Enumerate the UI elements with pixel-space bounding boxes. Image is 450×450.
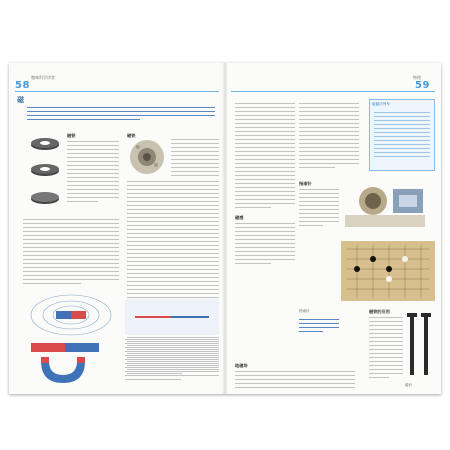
right-paragraph-7: [369, 317, 403, 381]
right-header: 物理: [413, 75, 421, 80]
subheading-magnet-1: 磁铁: [67, 133, 76, 138]
magnet-paragraph-5: [125, 339, 219, 383]
sidebar-box: [369, 99, 435, 171]
ring-magnets-illustration: [23, 133, 67, 213]
left-page: [9, 63, 225, 394]
left-page-number: 58: [15, 80, 30, 91]
magnetic-field-diagram: [21, 285, 121, 389]
left-header-rule: [15, 91, 219, 92]
right-paragraph-5: [299, 319, 339, 335]
subheading-magnet-2: 磁铁: [127, 133, 136, 138]
magnet-paragraph-4: [23, 219, 119, 287]
caption-compass: 指南针: [299, 309, 310, 313]
right-paragraph-1: [235, 103, 295, 211]
right-page-number: 59: [415, 80, 430, 91]
right-paragraph-6: [235, 371, 355, 391]
subheading-right-3: 地磁场: [235, 363, 248, 368]
right-page: [225, 63, 441, 394]
magnet-paragraph-2: [171, 139, 219, 179]
magnet-paragraph-1: [67, 141, 119, 205]
go-board-photo: [341, 241, 435, 301]
right-paragraph-3: [299, 103, 359, 171]
caption-needle: 磁针: [405, 383, 413, 387]
subheading-right-2: 指南针: [299, 181, 312, 186]
compass-needle-diagram: [125, 299, 219, 335]
right-paragraph-4: [299, 189, 339, 229]
electromagnet-illustration: [343, 175, 437, 237]
book-spread: [9, 63, 441, 394]
sidebar-title: 磁悬浮列车: [372, 102, 390, 106]
subheading-right-1: 磁感: [235, 215, 244, 220]
left-header: 趣味科学讲堂: [31, 75, 55, 80]
subheading-right-4: 磁铁的应用: [369, 309, 390, 314]
iron-filings-illustration: [127, 137, 167, 177]
nail-magnet-illustration: [405, 311, 435, 383]
right-paragraph-2: [235, 223, 295, 267]
page-title: 磁: [17, 96, 24, 104]
intro-paragraph: [27, 107, 215, 123]
right-header-rule: [231, 91, 435, 92]
